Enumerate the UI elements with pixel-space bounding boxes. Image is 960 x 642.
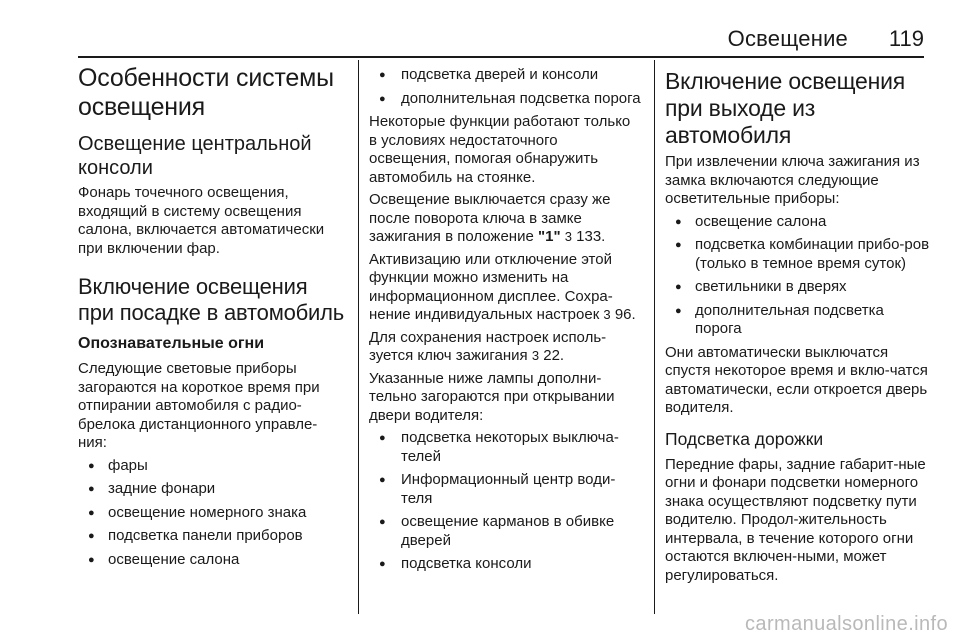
- page-reference-icon: 3: [564, 229, 572, 244]
- column-2: [358, 60, 642, 614]
- list-item: ● фары: [78, 457, 346, 476]
- paragraph-identification: Следующие световые приборы загораются на короткое время при отпирании автомобиля с радио-брелока дистанционного управле-ния:: [78, 360, 320, 451]
- page-reference-link[interactable]: 96.: [614, 306, 636, 323]
- header-title: Освещение: [727, 26, 848, 51]
- heading-path-lighting: Подсветка дорожки: [665, 428, 824, 449]
- page-header: [0, 26, 960, 56]
- list-item: ● подсветка некоторых выключа-телей: [369, 429, 642, 466]
- list-item: ● дополнительная подсветка порога: [369, 90, 642, 109]
- paragraph-key-settings: Для сохранения настроек исполь-зуется ключ зажигания 3 22.: [369, 328, 607, 364]
- paragraph-auto-off: Они автоматически выключатся спустя некоторое время и вклю-чатся автоматически, если откроется дверь водителя.: [665, 343, 928, 416]
- list-item: ● освещение номерного знака: [78, 504, 346, 523]
- subsection-title-exit: Включение освещения при выходе из автомобиля: [665, 68, 906, 148]
- paragraph-console: Фонарь точечного освещения, входящий в систему освещения салона, включается автоматически при включении фар.: [78, 184, 325, 257]
- subsection-title-entry: Включение освещения при посадке в автомобиль: [78, 274, 345, 325]
- list-lights-entry: [78, 457, 346, 570]
- list-item: ● Информационный центр води-теля: [369, 471, 642, 508]
- page-reference-link[interactable]: 22.: [543, 347, 565, 364]
- list-item: ● задние фонари: [78, 480, 346, 499]
- list-item: ● подсветка консоли: [369, 555, 642, 574]
- list-item: ● подсветка комбинации прибо-ров (только в темное время суток): [665, 236, 934, 273]
- page-number: 119: [888, 26, 924, 51]
- paragraph-switch-off: Освещение выключается сразу же после поворота ключа в замке зажигания в положение "1" 3 133.: [369, 191, 611, 245]
- paragraph-conditions: Некоторые функции работают только в условиях недостаточного освещения, помогая обнаружить автомобиль на стоянке.: [369, 113, 631, 186]
- list-driver-door-lamps: [369, 429, 642, 574]
- page-reference-icon: 3: [531, 348, 540, 363]
- list-item: ● освещение карманов в обивке дверей: [369, 513, 642, 550]
- page-reference-link[interactable]: 133.: [576, 228, 606, 245]
- watermark-text: carmanualsonline.info: [745, 613, 948, 635]
- column-1: [78, 60, 346, 614]
- subsection-title-console: Освещение центральной консоли: [78, 133, 312, 179]
- paragraph-exit: При извлечении ключа зажигания из замка включаются следующие осветительные приборы:: [665, 153, 920, 207]
- paragraph-path-lighting: Передние фары, задние габарит-ные огни и фонари подсветки номерного знака осуществляют подсветку пути водителю. Продол-жительность интервала, в течение которого огни остаются включен-ными, может регулироваться.: [665, 455, 926, 584]
- heading-identification-lights: Опознавательные огни: [78, 335, 265, 352]
- list-item: ● освещение салона: [78, 551, 346, 570]
- position-label: "1": [537, 228, 561, 245]
- list-item: ● светильники в дверях: [665, 278, 934, 297]
- list-item: ● подсветка панели приборов: [78, 527, 346, 546]
- column-3: [654, 60, 934, 614]
- list-item: ● дополнительная подсветка порога: [665, 302, 934, 339]
- section-title: Особенности системы освещения: [78, 64, 334, 121]
- list-item: ● подсветка дверей и консоли: [369, 66, 642, 85]
- list-lights-exit: [665, 213, 934, 339]
- paragraph-activation: Активизацию или отключение этой функции можно изменить на информационном дисплее. Сохра-нение индивидуальных настроек 3 96.: [369, 250, 636, 323]
- list-item: ● освещение салона: [665, 213, 934, 232]
- header-rule: [78, 56, 924, 58]
- page-reference-icon: 3: [603, 307, 611, 322]
- list-lights-continued: [369, 66, 642, 108]
- paragraph-driver-door: Указанные ниже лампы дополни-тельно загораются при открывании двери водителя:: [369, 369, 615, 424]
